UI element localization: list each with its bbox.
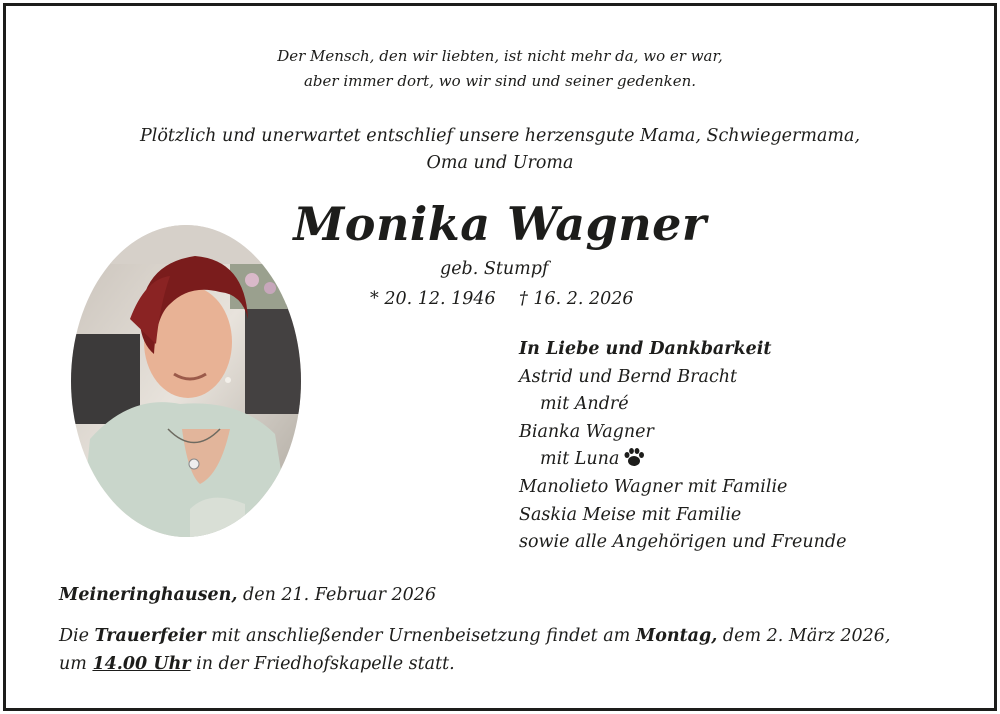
birth-date: * 20. 12. 1946: [370, 289, 496, 309]
place-and-date: [59, 581, 436, 609]
mourner-line: mit Luna: [540, 449, 620, 470]
mourner-line: mit André: [540, 394, 629, 415]
service-text: um: [59, 654, 93, 674]
service-text: Die: [59, 626, 95, 646]
service-event: Trauerfeier: [94, 626, 206, 646]
place: Meineringhausen,: [59, 585, 238, 605]
mourner-line: Bianka Wagner: [519, 421, 654, 442]
born-name: geb. Stumpf: [440, 259, 549, 279]
motto-line: aber immer dort, wo wir sind und seiner gedenken.: [303, 72, 697, 90]
service-text: dem 2. März 2026,: [717, 626, 891, 646]
mourner-line: sowie alle Angehörigen und Freunde: [519, 532, 847, 553]
motto: [0, 44, 1000, 94]
mourner-line: Astrid und Bernd Bracht: [519, 366, 738, 387]
service-text: in der Friedhofskapelle statt.: [190, 654, 455, 674]
funeral-service-info: [59, 622, 891, 678]
mourners-heading: In Liebe und Dankbarkeit: [519, 339, 772, 359]
service-time: 14.00 Uhr: [92, 654, 191, 674]
deceased-name: Monika Wagner: [293, 197, 707, 251]
intro-line: Oma und Uroma: [426, 153, 574, 173]
notice-date: den 21. Februar 2026: [243, 585, 437, 605]
portrait-photo: [70, 224, 302, 538]
service-day: Montag,: [635, 626, 718, 646]
mourners-list: [519, 336, 846, 557]
service-line-1: [59, 622, 891, 650]
intro-text: [0, 123, 1000, 177]
motto-line: Der Mensch, den wir liebten, ist nicht mehr da, wo er war,: [277, 47, 723, 65]
death-date: † 16. 2. 2026: [519, 289, 634, 309]
mourner-line: Manolieto Wagner mit Familie: [519, 476, 788, 497]
mourner-line: Saskia Meise mit Familie: [519, 504, 742, 525]
paw-print-icon: [623, 447, 645, 467]
intro-line: Plötzlich und unerwartet entschlief unsere herzensgute Mama, Schwiegermama,: [139, 126, 861, 146]
service-text: mit anschließender Urnenbeisetzung findet am: [205, 626, 636, 646]
service-line-2: [59, 650, 891, 678]
mourner-line-with-paw: [519, 446, 846, 474]
